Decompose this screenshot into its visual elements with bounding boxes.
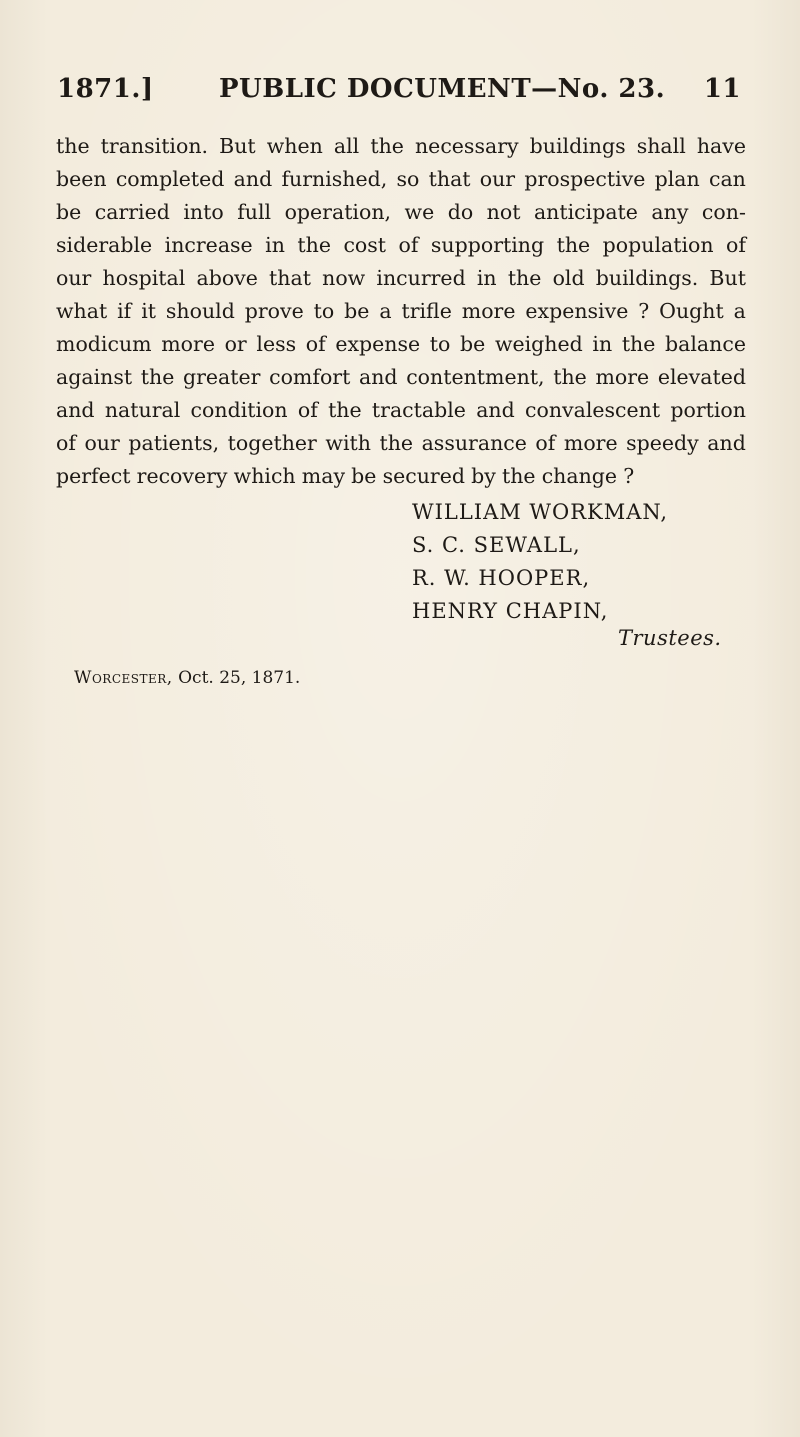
body-paragraph [56, 130, 746, 493]
body-word: hospital [102, 266, 186, 290]
body-line [56, 394, 746, 427]
body-word: and [358, 365, 398, 389]
body-word: that [428, 167, 471, 191]
body-word: Ought [659, 299, 724, 323]
body-line [56, 229, 746, 262]
body-word: be [460, 332, 486, 356]
body-word: of [56, 431, 76, 455]
body-word: can [708, 167, 746, 191]
body-word: the [621, 332, 656, 356]
body-word: against [56, 365, 133, 389]
body-word: and [476, 398, 515, 422]
body-word: in [592, 332, 613, 356]
body-word: a [379, 299, 392, 323]
body-word: expense [335, 332, 421, 356]
body-word: shall [636, 134, 686, 158]
body-word: our [84, 431, 120, 455]
body-word: full [237, 200, 272, 224]
body-word: necessary [414, 134, 519, 158]
body-word: the [556, 233, 591, 257]
body-word: buildings [529, 134, 626, 158]
body-line [56, 328, 746, 361]
body-word: with [325, 431, 371, 455]
body-word: incurred [376, 266, 466, 290]
body-word: old [552, 266, 585, 290]
body-word: natural [104, 398, 181, 422]
body-word: the [56, 134, 90, 158]
signatory-name: WILLIAM WORKMAN, [412, 500, 669, 524]
body-line [56, 361, 746, 394]
body-word: expensive [525, 299, 629, 323]
body-word: or [224, 332, 247, 356]
body-word: change [541, 464, 618, 488]
body-word: if [117, 299, 132, 323]
body-word: balance [665, 332, 746, 356]
body-word: transition. [100, 134, 209, 158]
body-word: condition [190, 398, 288, 422]
body-word: plan [654, 167, 700, 191]
body-word: the [140, 365, 175, 389]
body-word: population [602, 233, 714, 257]
body-word: weighed [494, 332, 583, 356]
signatory-name: S. C. SEWALL, [412, 533, 581, 557]
body-line [56, 427, 746, 460]
body-word: elevated [657, 365, 746, 389]
body-word: less [256, 332, 297, 356]
body-word: furnished, [281, 167, 388, 191]
body-word: all [333, 134, 360, 158]
page-number: 11 [703, 74, 741, 104]
body-word: be [351, 464, 377, 488]
body-word: in [265, 233, 285, 257]
body-word: any [651, 200, 689, 224]
body-word: to [429, 332, 451, 356]
body-word: con- [701, 200, 746, 224]
body-word: secured [382, 464, 465, 488]
body-word: when [266, 134, 323, 158]
body-word: more [461, 299, 516, 323]
header-title: PUBLIC DOCUMENT—No. 23. [219, 74, 666, 104]
body-word: But [219, 134, 256, 158]
body-word: together [227, 431, 317, 455]
body-word: recovery [136, 464, 228, 488]
body-line [56, 295, 746, 328]
body-word: may [301, 464, 346, 488]
body-line [56, 196, 746, 229]
body-word: and [56, 398, 95, 422]
body-word: patients, [128, 431, 220, 455]
dateline [74, 668, 300, 688]
body-word: should [165, 299, 235, 323]
signatory-name: R. W. HOOPER, [412, 566, 591, 590]
body-word: more [161, 332, 215, 356]
body-word: not [486, 200, 521, 224]
body-word: prospective [524, 167, 646, 191]
running-head [57, 74, 741, 114]
body-word: the [507, 266, 542, 290]
body-word: be [56, 200, 82, 224]
body-word: ? [638, 299, 650, 323]
body-word: supporting [430, 233, 545, 257]
body-word: we [404, 200, 435, 224]
body-word: and [707, 431, 746, 455]
body-word: into [183, 200, 224, 224]
body-word: and [233, 167, 273, 191]
body-word: portion [670, 398, 746, 422]
body-word: of [726, 233, 746, 257]
body-word: of [535, 431, 556, 455]
body-word: contentment, [406, 365, 545, 389]
body-word: assurance [421, 431, 527, 455]
body-word: our [56, 266, 92, 290]
body-word: modicum [56, 332, 152, 356]
body-word: greater [182, 365, 261, 389]
body-word: comfort [269, 365, 351, 389]
body-word: convalescent [525, 398, 661, 422]
body-word: that [269, 266, 311, 290]
body-word: the [297, 233, 331, 257]
signatory-name: HENRY CHAPIN, [412, 599, 609, 623]
body-word: more [563, 431, 618, 455]
body-word: the [370, 134, 404, 158]
body-word: of [297, 398, 318, 422]
body-word: do [447, 200, 474, 224]
body-word: what [56, 299, 108, 323]
body-word: a [733, 299, 746, 323]
body-word: by [471, 464, 496, 488]
body-word: in [476, 266, 497, 290]
body-word: increase [164, 233, 253, 257]
body-line [56, 163, 746, 196]
dateline-place: Worcester, [74, 668, 173, 688]
body-word: been [56, 167, 107, 191]
body-word: buildings. [595, 266, 699, 290]
body-word: completed [115, 167, 225, 191]
body-word: of [305, 332, 326, 356]
body-word: operation, [284, 200, 392, 224]
body-word: it [141, 299, 156, 323]
body-word: perfect [56, 464, 131, 488]
body-word: be [344, 299, 370, 323]
body-word: the [328, 398, 362, 422]
body-word: prove [244, 299, 304, 323]
body-word: our [479, 167, 516, 191]
body-word: the [501, 464, 536, 488]
body-word: siderable [56, 233, 153, 257]
dateline-date: Oct. 25, 1871. [178, 668, 301, 688]
body-word: the [553, 365, 587, 389]
body-word: more [595, 365, 650, 389]
body-line [56, 130, 746, 163]
body-line [56, 262, 746, 295]
body-word: to [313, 299, 335, 323]
body-word: of [398, 233, 419, 257]
body-word: now [322, 266, 366, 290]
signature-block [412, 496, 752, 628]
body-word: trifle [401, 299, 452, 323]
body-word: anticipate [533, 200, 638, 224]
body-word: the [379, 431, 414, 455]
signatory-role: Trustees. [618, 626, 722, 650]
body-word: tractable [371, 398, 466, 422]
body-word: But [709, 266, 746, 290]
body-word: ? [623, 464, 635, 488]
body-word: cost [343, 233, 387, 257]
body-word: have [696, 134, 746, 158]
body-word: which [233, 464, 296, 488]
body-word: speedy [626, 431, 699, 455]
body-word: above [196, 266, 258, 290]
body-word: so [396, 167, 420, 191]
body-line [56, 460, 746, 493]
header-year: 1871.] [57, 74, 154, 104]
body-word: carried [94, 200, 170, 224]
